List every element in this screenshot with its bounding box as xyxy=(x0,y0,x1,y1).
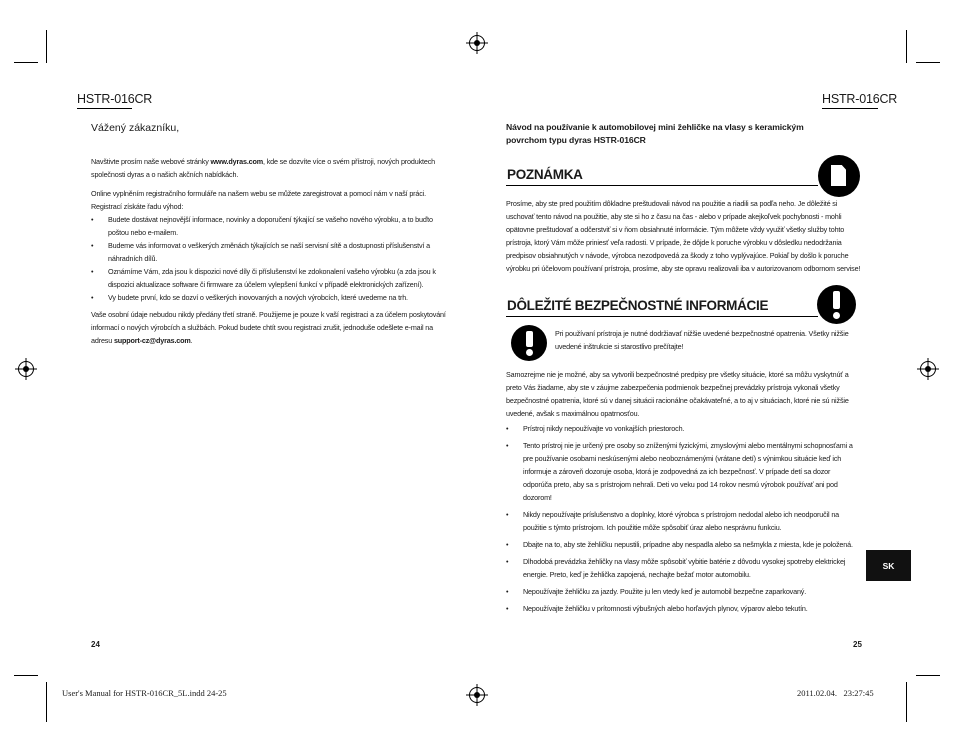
footer-date: 2011.02.04. xyxy=(797,688,838,698)
benefits-list xyxy=(91,213,453,304)
support-email-link[interactable]: support-cz@dyras.com xyxy=(113,336,191,345)
left-body xyxy=(91,155,453,347)
crop-mark-tr-v xyxy=(906,30,907,63)
right-model-label: HSTR-016CR xyxy=(822,92,898,106)
registration-mark-icon xyxy=(920,361,936,377)
privacy-paragraph: Vaše osobní údaje nebudou nikdy předány třetí straně. Použijeme je pouze k vaší registraci a za účelem poskytování informací o nových výrobcích a službách. Pokud budete chtít svou registraci zrušit, jednoduše odešlete e-mail na adresu support-cz@dyras.com. xyxy=(91,310,446,345)
left-page-number: 24 xyxy=(91,640,100,649)
crop-mark-tr-h xyxy=(916,62,940,63)
registration-mark-icon xyxy=(469,35,485,51)
exclamation-icon xyxy=(511,325,547,361)
note-text: Prosíme, aby ste pred použitím dôkladne preštudovali návod na použitie a riadili sa podľa neho. Je dôležité si uschovať tento návod na použitie, aby ste si ho z času na čas - alebo v prípade akejkoľvek pochybnosti - mohli opätovne preštudovať a odčerstviť si v ňom obsiahnuté informácie. Tým môžete vždy využiť všetky služby tohto prístroja, ktorý Vám môže priniesť veľa radosti. V prípade, že dôjde k poruche výrobku v dôsledku nedodržania predpisov obsiahnutých v návode, výrobca nezodpovedá za škody z toho vyplývajúce. Pokiaľ by došlo k poruche výrobku pri účelovom používaní prístroja, prosíme, aby ste opravu realizovali iba v autorizovanom odbornom servise! xyxy=(506,199,861,273)
footer-timestamp xyxy=(797,688,874,698)
right-page-number: 25 xyxy=(853,640,862,649)
registration-paragraph: Online vyplněním registračního formuláře na našem webu se můžete zaregistrovat a pomocí nám v naší práci. Registrací získáte řadu výhod: xyxy=(91,189,427,211)
list-item: • Nikdy nepoužívajte príslušenstvo a doplnky, ktoré výrobca s prístrojom nedodal alebo ich neodporučil na použitie s týmto prístrojom. Ich použitie môže spôsobiť úraz alebo nesprávnu funkciu. xyxy=(506,508,856,534)
note-heading: POZNÁMKA xyxy=(507,167,583,182)
crop-mark-bl-h xyxy=(14,675,38,676)
crop-mark-br-v xyxy=(906,682,907,722)
crop-mark-br-h xyxy=(916,675,940,676)
note-heading-rule xyxy=(506,185,818,186)
registration-mark-icon xyxy=(18,361,34,377)
list-item: • Budete dostávat nejnovější informace, novinky a doporučení týkající se vašeho nového výrobku, a to buďto poštou nebo e-mailem. xyxy=(91,213,453,239)
registration-mark-icon xyxy=(469,687,485,703)
safety-heading-rule xyxy=(506,316,818,317)
list-item: • Nepoužívajte žehličku v prítomnosti výbušných alebo horľavých plynov, výparov alebo tekutín. xyxy=(506,602,856,615)
list-item: • Vy budete první, kdo se dozví o veškerých inovovaných a nových výrobcích, které uvedeme na trh. xyxy=(91,291,453,304)
list-item: • Prístroj nikdy nepoužívajte vo vonkajších priestoroch. xyxy=(506,422,856,435)
left-model-label: HSTR-016CR xyxy=(77,92,153,106)
manual-title: Návod na používanie k automobilovej mini žehličke na vlasy s keramickým povrchom typu dyras HSTR-016CR xyxy=(506,122,804,145)
language-tab: SK xyxy=(866,550,911,581)
crop-mark-tl-h xyxy=(14,62,38,63)
list-item: • Nepoužívajte žehličku za jazdy. Použite ju len vtedy keď je automobil bezpečne zaparkovaný. xyxy=(506,585,856,598)
right-header-rule xyxy=(822,108,878,109)
website-link[interactable]: www.dyras.com xyxy=(210,157,263,166)
website-paragraph: Navštivte prosím naše webové stránky www.dyras.com, kde se dozvíte více o svém přístroji, nových produktech společnosti dyras a o našich akčních nabídkách. xyxy=(91,157,436,179)
list-item: • Oznámíme Vám, zda jsou k dispozici nové díly či příslušenství ke zdokonalení vašeho výrobku (a zda jsou k dispozici aktualizace software či firmware za účelem vylepšení funkcí v případě elektronických zařízení). xyxy=(91,265,453,291)
exclamation-icon xyxy=(817,285,856,324)
safety-heading: DÔLEŽITÉ BEZPEČNOSTNÉ INFORMÁCIE xyxy=(507,298,769,313)
greeting: Vážený zákazníku, xyxy=(91,122,180,134)
list-item: • Dlhodobá prevádzka žehličky na vlasy môže spôsobiť vybitie batérie z dôvodu vysokej spotreby elektrickej energie. Preto, keď je žehlička zapojená, nechajte bežať motor automobilu. xyxy=(506,555,856,581)
crop-mark-tl-v xyxy=(46,30,47,63)
document-icon xyxy=(818,155,860,197)
footer-filename: User's Manual for HSTR-016CR_5L.indd 24-25 xyxy=(62,688,227,698)
footer-time: 23:27:45 xyxy=(843,688,874,698)
safety-list xyxy=(506,422,856,615)
safety-intro: Pri používaní prístroja je nutné dodržiavať nižšie uvedené bezpečnostné opatrenia. Všetky nižšie uvedené inštrukcie si starostlivo prečítajte! xyxy=(555,329,849,351)
list-item: • Dbajte na to, aby ste žehličku nepustili, prípadne aby nespadla alebo sa nešmykla z miesta, kde je položená. xyxy=(506,538,856,551)
safety-paragraph: Samozrejme nie je možné, aby sa vytvorili bezpečnostné predpisy pre všetky situácie, ktoré sa môžu vyskytnúť a preto Vás žiadame, aby ste v záujme zabezpečenia podmienok bezpečnej prevádzky prístroja vykonali všetky bezpečnostné opatrenia, ktoré sú v danej situácii racionálne očakávateľné, a to aj v situáciach, ktoré nie sú nižšie uvedené, avšak s maximálnou opatrnosťou. xyxy=(506,370,849,418)
list-item: • Budeme vás informovat o veškerých změnách týkajících se naší servisní sítě a dostupnosti příslušenství a náhradních dílů. xyxy=(91,239,453,265)
crop-mark-bl-v xyxy=(46,682,47,722)
left-header-rule xyxy=(77,108,132,109)
list-item: • Tento prístroj nie je určený pre osoby so zníženými fyzickými, zmyslovými alebo mentálnymi schopnosťami a pre používanie osobami neskúsenými alebo neoboznámenými (vrátane detí) s výnimkou situácie keď ich informuje a zároveň dozoruje osoba, ktorá je zodpovedná za ich bezpečnosť. V prípade detí sa dozor odporúča preto, aby sa s prístrojom nehrali. Deti vo veku pod 14 rokov nesmú výrobok používať ani pod dozorom! xyxy=(506,439,856,504)
